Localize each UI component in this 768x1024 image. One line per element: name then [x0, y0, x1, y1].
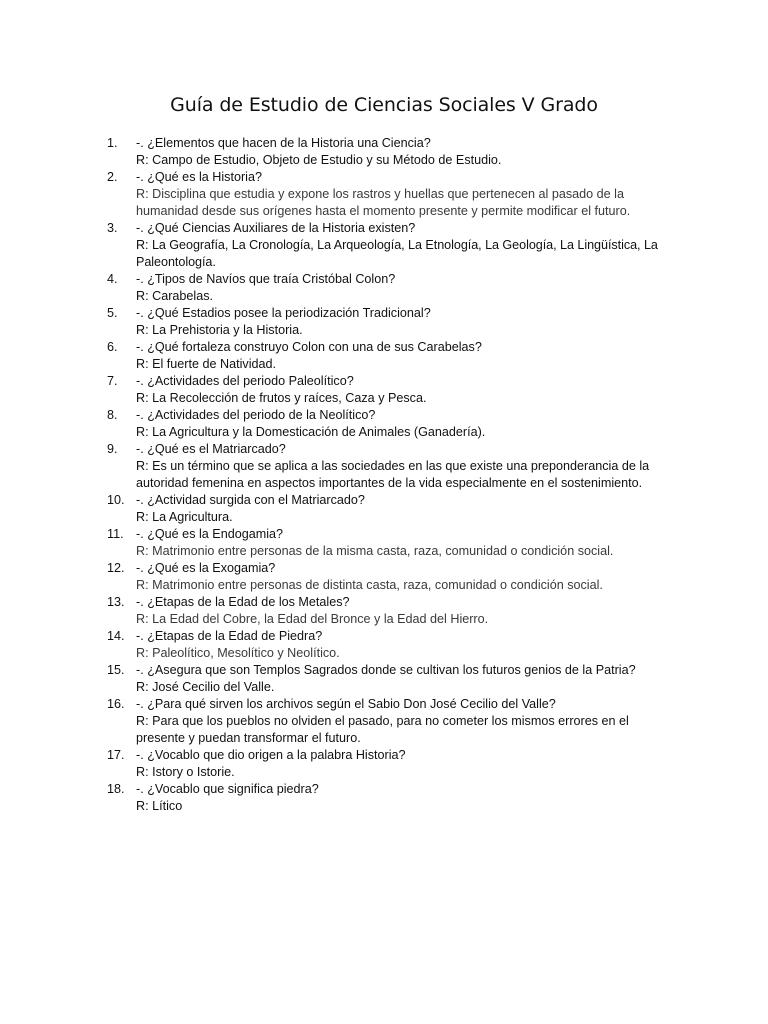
item-number: 13. — [107, 595, 125, 609]
item-number: 6. — [107, 340, 118, 354]
list-item — [107, 781, 667, 815]
list-item — [107, 492, 667, 526]
list-item — [107, 135, 667, 169]
item-number: 4. — [107, 272, 118, 286]
list-item — [107, 628, 667, 662]
item-number: 3. — [107, 221, 118, 235]
answer-text: R: Matrimonio entre personas de la misma casta, raza, comunidad o condición social. — [136, 544, 614, 558]
answer-text: R: Lítico — [136, 799, 183, 813]
question-text: -. ¿Para qué sirven los archivos según el Sabio Don José Cecilio del Valle? — [136, 697, 556, 711]
list-item — [107, 373, 667, 407]
answer-text: R: La Agricultura y la Domesticación de Animales (Ganadería). — [136, 425, 486, 439]
answer-text: R: Istory o Istorie. — [136, 765, 235, 779]
list-item — [107, 305, 667, 339]
item-number: 2. — [107, 170, 118, 184]
item-number: 11. — [107, 527, 124, 541]
answer-text: R: Paleolítico, Mesolítico y Neolítico. — [136, 646, 340, 660]
question-text: -. ¿Vocablo que significa piedra? — [136, 782, 319, 796]
item-number: 12. — [107, 561, 125, 575]
answer-text: R: José Cecilio del Valle. — [136, 680, 275, 694]
list-item — [107, 407, 667, 441]
answer-text: R: Disciplina que estudia y expone los rastros y huellas que pertenecen al pasado de la humanidad desde sus orígenes hasta el momento presente y permite modificar el futuro. — [136, 187, 631, 218]
question-text: -. ¿Actividad surgida con el Matriarcado? — [136, 493, 365, 507]
answer-text: R: Carabelas. — [136, 289, 213, 303]
answer-text: R: La Prehistoria y la Historia. — [136, 323, 303, 337]
item-number: 5. — [107, 306, 118, 320]
question-text: -. ¿Qué es la Endogamia? — [136, 527, 284, 541]
item-number: 14. — [107, 629, 125, 643]
item-number: 7. — [107, 374, 118, 388]
question-text: -. ¿Qué Ciencias Auxiliares de la Historia existen? — [136, 221, 416, 235]
question-text: -. ¿Qué es la Exogamia? — [136, 561, 276, 575]
answer-text: R: La Geografía, La Cronología, La Arqueología, La Etnología, La Geología, La Lingüística, La Paleontología. — [136, 238, 658, 269]
question-text: -. ¿Qué es la Historia? — [136, 170, 262, 184]
question-text: -. ¿Elementos que hacen de la Historia una Ciencia? — [136, 136, 431, 150]
item-number: 1. — [107, 136, 118, 150]
list-item — [107, 339, 667, 373]
question-text: -. ¿Tipos de Navíos que traía Cristóbal Colon? — [136, 272, 396, 286]
question-text: -. ¿Actividades del periodo Paleolítico? — [136, 374, 354, 388]
question-text: -. ¿Etapas de la Edad de Piedra? — [136, 629, 323, 643]
question-text: -. ¿Qué Estadios posee la periodización Tradicional? — [136, 306, 431, 320]
question-text: -. ¿Vocablo que dio origen a la palabra Historia? — [136, 748, 406, 762]
answer-text: R: El fuerte de Natividad. — [136, 357, 277, 371]
item-number: 18. — [107, 782, 125, 796]
list-item — [107, 169, 667, 220]
list-item — [107, 696, 667, 747]
page-title: Guía de Estudio de Ciencias Sociales V Grado — [170, 94, 598, 116]
question-list — [107, 135, 667, 815]
item-number: 16. — [107, 697, 125, 711]
list-item — [107, 271, 667, 305]
answer-text: R: Para que los pueblos no olviden el pasado, para no cometer los mismos errores en el presente y puedan transformar el futuro. — [136, 714, 629, 745]
list-item — [107, 747, 667, 781]
answer-text: R: Campo de Estudio, Objeto de Estudio y su Método de Estudio. — [136, 153, 502, 167]
item-number: 15. — [107, 663, 125, 677]
question-text: -. ¿Qué es el Matriarcado? — [136, 442, 286, 456]
list-item — [107, 526, 667, 560]
answer-text: R: La Edad del Cobre, la Edad del Bronce y la Edad del Hierro. — [136, 612, 489, 626]
list-item — [107, 560, 667, 594]
list-item — [107, 594, 667, 628]
question-text: -. ¿Qué fortaleza construyo Colon con una de sus Carabelas? — [136, 340, 482, 354]
answer-text: R: Matrimonio entre personas de distinta casta, raza, comunidad o condición social. — [136, 578, 603, 592]
question-text: -. ¿Asegura que son Templos Sagrados donde se cultivan los futuros genios de la Patria? — [136, 663, 636, 677]
question-text: -. ¿Actividades del periodo de la Neolítico? — [136, 408, 376, 422]
item-number: 10. — [107, 493, 125, 507]
item-number: 17. — [107, 748, 125, 762]
list-item — [107, 662, 667, 696]
list-item — [107, 220, 667, 271]
item-number: 9. — [107, 442, 118, 456]
answer-text: R: Es un término que se aplica a las sociedades en las que existe una preponderancia de la autoridad femenina en aspectos importantes de la vida especialmente en el sostenimiento. — [136, 459, 650, 490]
question-text: -. ¿Etapas de la Edad de los Metales? — [136, 595, 350, 609]
list-item — [107, 441, 667, 492]
item-number: 8. — [107, 408, 118, 422]
answer-text: R: La Recolección de frutos y raíces, Caza y Pesca. — [136, 391, 427, 405]
answer-text: R: La Agricultura. — [136, 510, 233, 524]
